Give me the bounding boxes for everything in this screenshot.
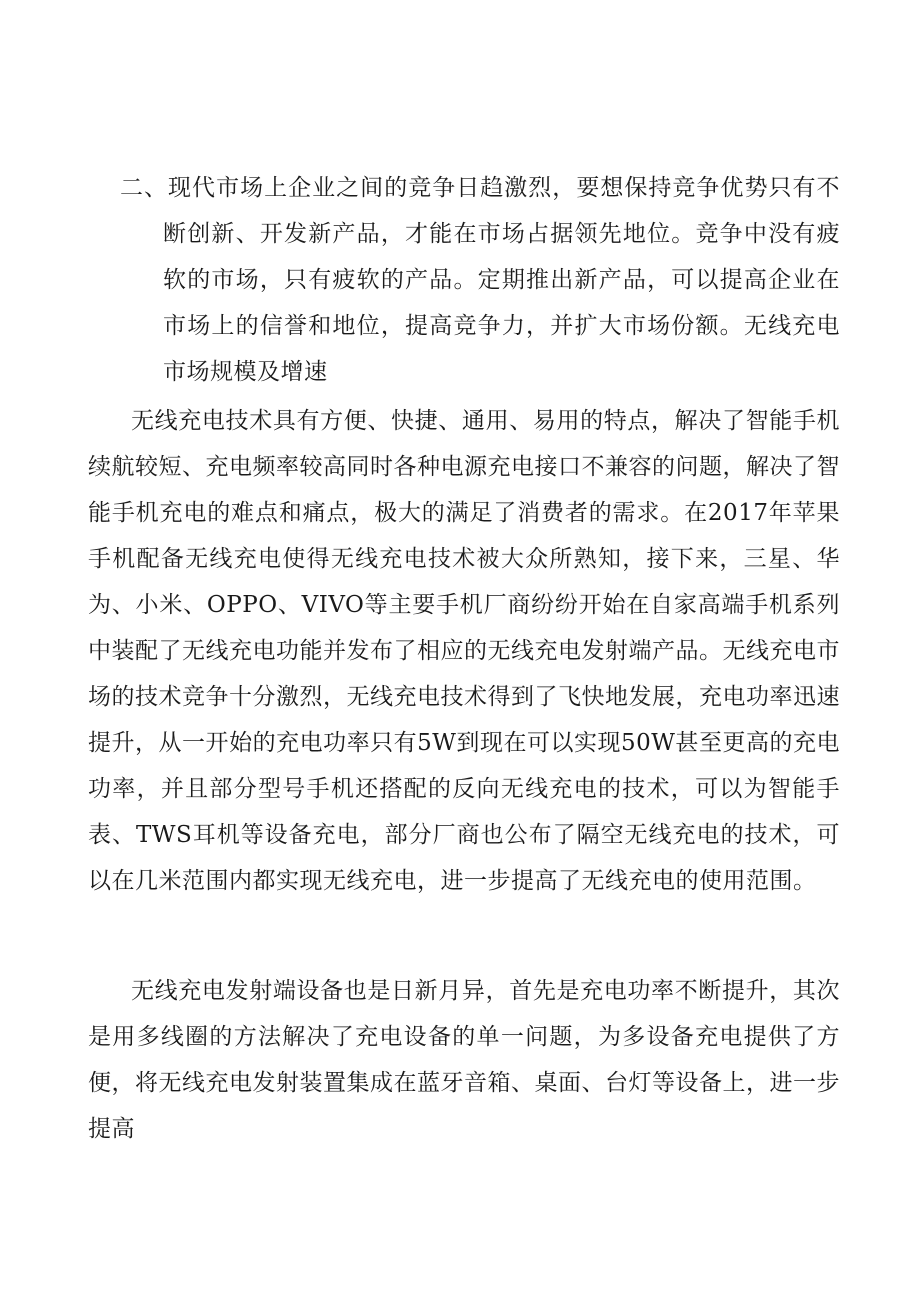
body-paragraph-1: 无线充电技术具有方便、快捷、通用、易用的特点，解决了智能手机续航较短、充电频率较高同时各种电源充电接口不兼容的问题，解决了智能手机充电的难点和痛点，极大的满足了消费者的需求。在2017年苹果手机配备无线充电使得无线充电技术被大众所熟知，接下来，三星、华为、小米、OPPO、VIVO等主要手机厂商纷纷开始在自家高端手机系列中装配了无线充电功能并发布了相应的无线充电发射端产品。无线充电市场的技术竞争十分激烈，无线充电技术得到了飞快地发展，充电功率迅速提升，从一开始的充电功率只有5W到现在可以实现50W甚至更高的充电功率，并且部分型号手机还搭配的反向无线充电的技术，可以为智能手表、TWS耳机等设备充电，部分厂商也公布了隔空无线充电的技术，可以在几米范围内都实现无线充电，进一步提高了无线充电的使用范围。 xyxy=(88,408,840,894)
body-paragraph-2: 无线充电发射端设备也是日新月异，首先是充电功率不断提升，其次是用多线圈的方法解决了充电设备的单一问题，为多设备充电提供了方便，将无线充电发射装置集成在蓝牙音箱、桌面、台灯等设备上，进一步提高 xyxy=(88,978,840,1142)
section-heading: 二、现代市场上企业之间的竞争日趋激烈，要想保持竞争优势只有不断创新、开发新产品，才能在市场占据领先地位。竞争中没有疲软的市场，只有疲软的产品。定期推出新产品，可以提高企业在市场上的信誉和地位，提高竞争力，并扩大市场份额。无线充电市场规模及增速 xyxy=(120,175,840,385)
